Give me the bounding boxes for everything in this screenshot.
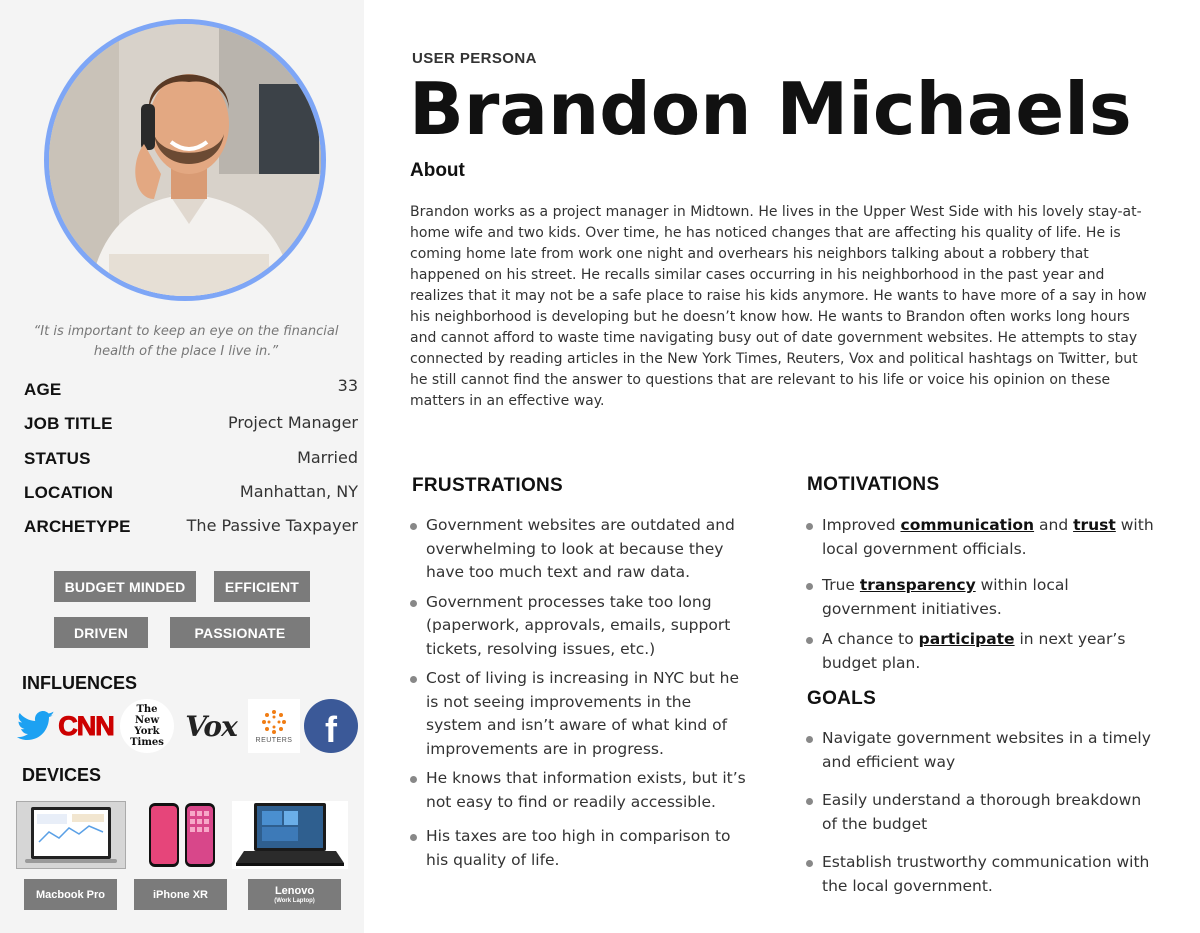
list-item: Easily understand a thorough breakdown of the budget: [806, 789, 1156, 836]
list-item: His taxes are too high in comparison to his quality of life.: [410, 825, 750, 872]
attribute-key: LOCATION: [24, 483, 114, 502]
attribute-archetype: [24, 513, 358, 541]
macbook-pro-image: [16, 801, 126, 869]
device-label-macbook-pro: [24, 879, 117, 910]
reuters-dots-icon: [261, 709, 287, 735]
influences-heading: INFLUENCES: [22, 673, 138, 693]
device-label-lenovo: [248, 879, 341, 910]
list-item: [806, 574, 1156, 621]
list-item: [806, 514, 1156, 561]
about-heading: About: [410, 160, 465, 181]
frustrations-heading: FRUSTRATIONS: [412, 475, 564, 496]
list-item: Cost of living is increasing in NYC but he is not seeing improvements in the system and isn’t aware of what kind of improvements are in progress.: [410, 667, 750, 761]
trait-tag-efficient: EFFICIENT: [214, 571, 310, 602]
cnn-logo: [58, 699, 114, 753]
attribute-job-title: [24, 410, 358, 438]
attribute-key: STATUS: [24, 449, 91, 468]
keyword-communication: communication: [900, 516, 1035, 534]
motivation-text: and: [1034, 516, 1074, 534]
vox-logo-text: Vox: [185, 709, 237, 743]
avatar: [44, 19, 326, 301]
nyt-logo-text: The New York Times: [130, 704, 164, 748]
motivations-heading: MOTIVATIONS: [807, 474, 940, 495]
facebook-icon: [303, 699, 359, 753]
trait-tag-driven: DRIVEN: [54, 617, 148, 648]
frustrations-list: [410, 514, 750, 872]
motivation-text: A chance to: [822, 630, 919, 648]
trait-tag-passionate: PASSIONATE: [170, 617, 310, 648]
attribute-key: ARCHETYPE: [24, 517, 131, 536]
list-item: He knows that information exists, but it’s not easy to find or readily accessible.: [410, 767, 750, 814]
facebook-icon-glyph: f: [325, 709, 337, 750]
persona-quote: “It is important to keep an eye on the financial health of the place I live in.”: [33, 324, 339, 359]
reuters-logo: [248, 699, 300, 753]
cnn-logo-text: CNN: [58, 710, 114, 741]
list-item: Government websites are outdated and overwhelming to look at because they have too much text and raw data.: [410, 514, 750, 585]
list-item: Navigate government websites in a timely and efficient way: [806, 727, 1156, 774]
keyword-trust: trust: [1073, 516, 1116, 534]
list-item: Establish trustworthy communication with the local government.: [806, 851, 1156, 898]
goals-heading: GOALS: [807, 688, 877, 709]
attribute-value: Married: [297, 448, 358, 467]
goals-list: [806, 727, 1156, 898]
attribute-value: 33: [337, 376, 358, 395]
lenovo-laptop-image: [232, 801, 348, 869]
device-label-subtext: (Work Laptop): [274, 897, 315, 904]
device-label-text: Macbook Pro: [35, 888, 106, 901]
device-label-text: iPhone XR: [152, 888, 208, 901]
attribute-value: Project Manager: [228, 413, 358, 432]
twitter-icon: [16, 699, 58, 753]
vox-logo: [180, 699, 242, 753]
motivation-text: with local government officials.: [822, 516, 1154, 558]
devices-heading: DEVICES: [22, 765, 102, 785]
list-item: [806, 628, 1156, 675]
keyword-transparency: transparency: [859, 576, 976, 594]
persona-photo-illustration: [49, 24, 321, 296]
attribute-age: [24, 376, 358, 404]
motivation-text: Improved: [822, 516, 901, 534]
attribute-key: AGE: [24, 380, 62, 399]
iphone-xr-image: [145, 801, 219, 869]
persona-sidebar: [0, 0, 364, 933]
attribute-value: Manhattan, NY: [239, 482, 358, 501]
attribute-value: The Passive Taxpayer: [186, 516, 358, 535]
persona-name: Brandon Michaels: [409, 67, 1132, 151]
trait-tag-budget-minded: BUDGET MINDED: [54, 571, 196, 602]
motivation-text: True: [822, 576, 860, 594]
device-label-iphone-xr: [134, 879, 227, 910]
motivations-list: [806, 514, 1156, 675]
motivation-text: in next year’s budget plan.: [822, 630, 1126, 672]
persona-photo: [49, 24, 321, 296]
motivation-text: within local government initiatives.: [822, 576, 1069, 618]
about-text: Brandon works as a project manager in Midtown. He lives in the Upper West Side with his lovely stay-at-home wife and two kids. Over time, he has noticed changes that are affecting his quality of life. He is coming home late from work one night and overhears his neighbors talking about a robbery that happened on his street. He recalls similar cases occurring in his neighborhood in the past year and realizes that it may not be a safe place to raise his kids anymore. He wants to have more of a say in how his neighborhood is developing but he doesn’t know how. He wants to Brandon often works long hours and cannot afford to waste time navigating busy out of date government websites. He attempts to stay connected by reading articles in the New York Times, Reuters, Vox and political hashtags on Twitter, but he still cannot find the answer to questions that are relevant to his life or voice his opinion on these matters in an effective way.: [410, 204, 1147, 409]
attribute-status: [24, 445, 358, 473]
persona-eyebrow: USER PERSONA: [412, 50, 537, 67]
attribute-location: [24, 479, 358, 507]
keyword-participate: participate: [918, 630, 1015, 648]
list-item: Government processes take too long (paperwork, approvals, emails, support tickets, resolving issues, etc.): [410, 591, 750, 662]
attribute-key: JOB TITLE: [24, 414, 113, 433]
nyt-logo: [118, 699, 176, 753]
device-label-text: Lenovo: [274, 884, 315, 897]
reuters-logo-text: REUTERS: [255, 736, 293, 744]
